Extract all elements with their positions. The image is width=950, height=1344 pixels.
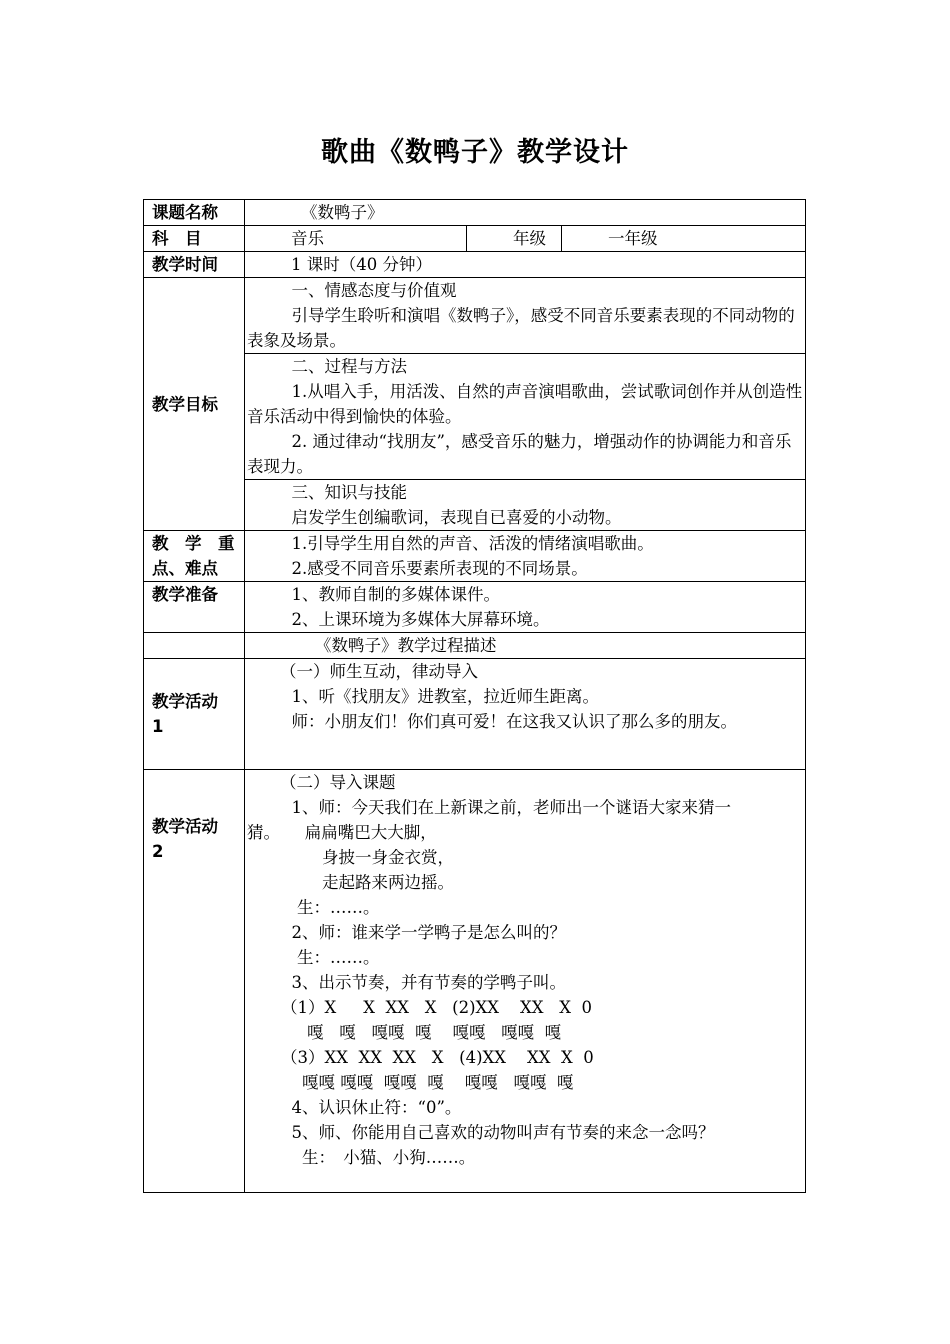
time-value: 1 课时（40 分钟） (245, 252, 806, 278)
goals-section-3 (245, 480, 806, 531)
goals-section-2 (245, 354, 806, 480)
lesson-plan-table (143, 199, 806, 1193)
subject-value: 音乐 (245, 226, 467, 252)
page-title: 歌曲《数鸭子》教学设计 (321, 137, 629, 168)
key-points-label (144, 531, 245, 582)
key-points-label-line2: 点、难点 (152, 559, 218, 578)
goals-section-1 (245, 278, 806, 354)
goals-label: 教学目标 (144, 278, 245, 531)
prep-label: 教学准备 (144, 582, 245, 633)
subject-label: 科 目 (144, 226, 245, 252)
process-header-blank (144, 633, 245, 659)
activity2-line: 2、师：谁来学一学鸭子是怎么叫的？ (291, 923, 567, 942)
activity1-p2: 师：小朋友们！你们真可爱！在这我又认识了那么多的朋友。 (291, 712, 738, 731)
prep-p2: 2、上课环境为多媒体大屏幕环境。 (291, 610, 550, 629)
goals-s1-text: 引导学生聆听和演唱《数鸭子》，感受不同音乐要素表现的不同动物的表象及场景。 (247, 306, 795, 350)
row-time (144, 252, 806, 278)
row-key-points (144, 531, 806, 582)
rhythm-line: 嘎 嘎 嘎嘎 嘎 嘎嘎 嘎嘎 嘎 (307, 1023, 562, 1042)
activity2-line: 生：……。 (297, 948, 380, 967)
goals-s2-p1: 1.从唱入手，用活泼、自然的声音演唱歌曲，尝试歌词创作并从创造性音乐活动中得到愉快的体验。 (247, 382, 803, 426)
prep-content (245, 582, 806, 633)
goals-s2-p2: 2. 通过律动“找朋友”，感受音乐的魅力，增强动作的协调能力和音乐表现力。 (247, 432, 792, 476)
grade-label: 年级 (467, 226, 562, 252)
goals-s3-text: 启发学生创编歌词，表现自已喜爱的小动物。 (291, 508, 622, 527)
key-points-p1: 1.引导学生用自然的声音、活泼的情绪演唱歌曲。 (291, 534, 654, 553)
key-points-label-line1: 教 学 重 (152, 534, 235, 553)
course-name-value: 《数鸭子》 (245, 200, 806, 226)
activity1-p1: 1、听《找朋友》进教室，拉近师生距离。 (291, 687, 600, 706)
activity2-line: 生：……。 (297, 898, 380, 917)
activity1-content (245, 659, 806, 770)
activity2-content (245, 770, 806, 1193)
key-points-p2: 2.感受不同音乐要素所表现的不同场景。 (291, 559, 588, 578)
activity2-line: 1、师：今天我们在上新课之前，老师出一个谜语大家来猜一 (291, 798, 732, 817)
key-points-content (245, 531, 806, 582)
activity2-line: 身披一身金衣赏， (322, 848, 454, 867)
prep-p1: 1、教师自制的多媒体课件。 (291, 585, 501, 604)
row-prep (144, 582, 806, 633)
activity2-label (144, 770, 245, 1193)
row-activity-2 (144, 770, 806, 1193)
row-goals-1 (144, 278, 806, 354)
course-name-label: 课题名称 (144, 200, 245, 226)
activity2-line: 5、师、你能用自己喜欢的动物叫声有节奏的来念一念吗？ (291, 1123, 715, 1142)
time-label: 教学时间 (144, 252, 245, 278)
goals-s3-heading: 三、知识与技能 (291, 483, 408, 502)
goals-s1-heading: 一、情感态度与价值观 (291, 281, 457, 300)
activity1-label (144, 659, 245, 770)
goals-s2-heading: 二、过程与方法 (291, 357, 408, 376)
activity2-label-line2: 2 (152, 842, 164, 861)
grade-value: 一年级 (562, 226, 806, 252)
activity1-heading: （一）师生互动，律动导入 (280, 662, 478, 681)
activity2-line: 生： 小猫、小狗……。 (302, 1148, 476, 1167)
rhythm-line: （3）XX XX XX X (4)XX XX X 0 (281, 1048, 594, 1067)
row-course-name (144, 200, 806, 226)
activity2-line: 走起路来两边摇。 (322, 873, 454, 892)
process-header: 《数鸭子》教学过程描述 (245, 633, 806, 659)
row-subject (144, 226, 806, 252)
activity2-label-line1: 教学活动 (152, 817, 218, 836)
activity1-label-line2: 1 (152, 717, 164, 736)
activity2-line: 3、出示节奏，并有节奏的学鸭子叫。 (291, 973, 567, 992)
rhythm-line: 嘎嘎 嘎嘎 嘎嘎 嘎 嘎嘎 嘎嘎 嘎 (302, 1073, 574, 1092)
row-process-header (144, 633, 806, 659)
activity1-label-line1: 教学活动 (152, 692, 218, 711)
activity2-line: 猜。 扁扁嘴巴大大脚， (247, 823, 437, 842)
activity2-line: 4、认识休止符：“0”。 (291, 1098, 462, 1117)
rhythm-line: （1）X X XX X (2)XX XX X 0 (281, 998, 592, 1017)
activity2-heading: （二）导入课题 (280, 773, 396, 792)
row-activity-1 (144, 659, 806, 770)
